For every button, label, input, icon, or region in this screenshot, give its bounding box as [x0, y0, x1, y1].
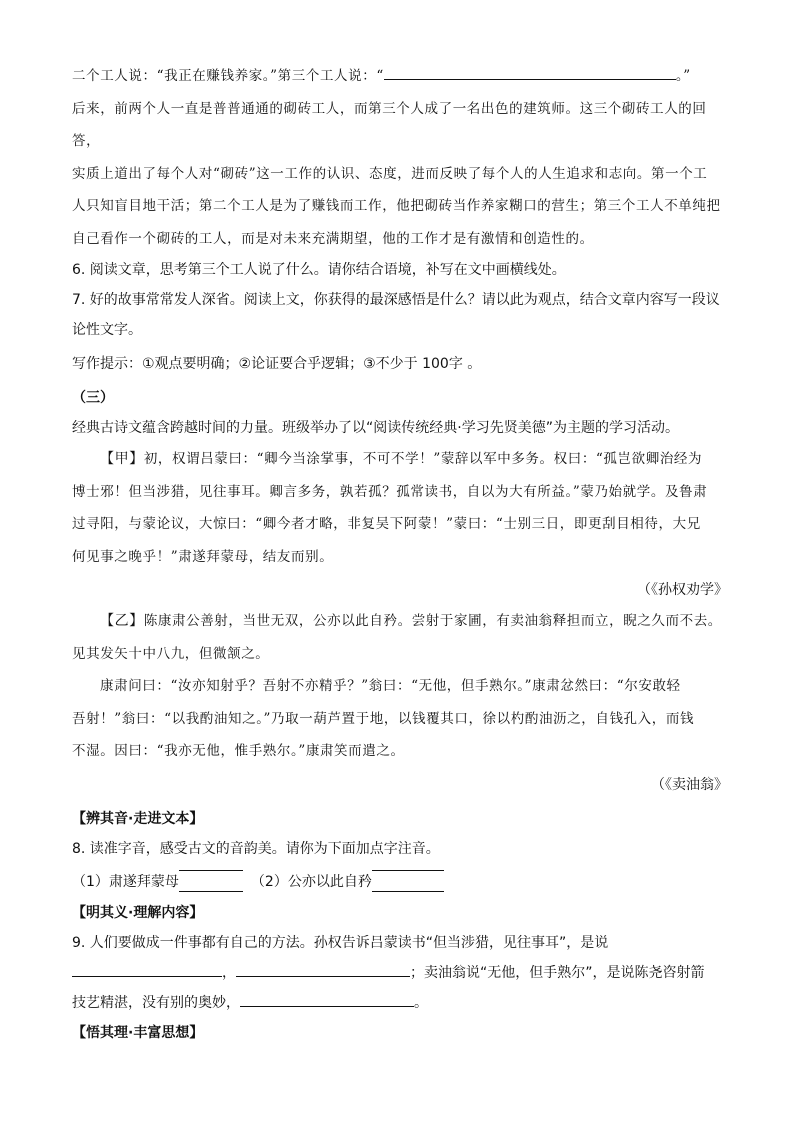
passage-line: 不湿。因曰：“我亦无他，惟手熟尔。”康肃笑而遣之。	[72, 743, 405, 759]
passage-line: 博士邪！但当涉猎，见往事耳。卿言多务，孰若孤？孤常读书，自以为大有所益。”蒙乃始就学。及鲁肃	[72, 483, 708, 500]
passage-text: 陈康肃公善射，当世无双，公亦以此自矜。尝射于家圃，有卖油翁释担而立，睨之久而不去。	[143, 613, 722, 629]
source-citation: （《孙权劝学》	[637, 582, 728, 598]
answer-blank-q9-1[interactable]	[72, 958, 222, 977]
question-8: 8. 读准字音，感受古文的音韵美。请你为下面加点字注音。	[72, 840, 440, 857]
passage-label: 【乙】	[100, 613, 144, 629]
section-subheading: 【辨其音·走进文本】	[72, 810, 204, 827]
story-text: 。”	[675, 68, 691, 84]
section-heading: （三）	[72, 390, 114, 406]
activity-intro: 经典古诗文蕴含跨越时间的力量。班级举办了以“阅读传统经典·学习先贤美德”为主题的学习活动。	[72, 420, 679, 436]
passage-label: 【甲】	[100, 451, 144, 467]
section-subheading: 【悟其理·丰富思想】	[72, 1024, 204, 1041]
answer-blank-q9-3[interactable]	[240, 988, 414, 1007]
question-7-line2: 论性文字。	[72, 322, 142, 338]
answer-blank-q9-2[interactable]	[236, 958, 410, 977]
passage-line: 见其发矢十中八九，但微颔之。	[72, 645, 270, 662]
question-9-line2	[72, 958, 728, 988]
source-citation: （《卖油翁》	[651, 776, 728, 793]
story-passage	[72, 60, 728, 255]
passage-line: 过寻阳，与蒙论议，大惊曰：“卿今者才略，非复吴下阿蒙！”蒙曰：“士别三日，即更刮目相待，大兄	[72, 516, 701, 532]
question-7-line1: 7. 好的故事常常发人深省。阅读上文，你获得的最深感悟是什么？请以此为观点，结合文章内容写一段议	[72, 292, 720, 308]
story-line: 人只知盲目地干活；第二个工人是为了赚钱而工作，他把砌砖当作养家糊口的营生；第三个工人不单纯把	[72, 198, 721, 214]
passage-line: 何见事之晚乎！”肃遂拜蒙母，结友而别。	[72, 548, 334, 565]
question-9-line3	[72, 988, 728, 1018]
q9-text: 技艺精湛，没有别的奥妙，	[72, 994, 240, 1011]
writing-tips: 写作提示：①观点要明确；②论证要合乎逻辑；③不少于 100字 。	[72, 356, 482, 372]
passage-line: 康肃问曰：“汝亦知射乎？吾射不亦精乎？”翁曰：“无他，但手熟尔。”康肃忿然曰：“尔安敢轻	[100, 678, 681, 694]
story-text: 二个工人说：“我正在赚钱养家。”第三个工人说：“	[72, 68, 384, 84]
passage-line	[72, 443, 728, 476]
story-line-1	[72, 60, 728, 93]
answer-blank-q6[interactable]	[384, 61, 676, 80]
passage-jia	[72, 443, 728, 573]
question-6: 6. 阅读文章，思考第三个工人说了什么。请你结合语境，补写在文中画横线处。	[72, 262, 566, 278]
q8-item-2: （2）公亦以此自矜	[250, 873, 372, 890]
q9-text: 。	[414, 994, 428, 1011]
question-8-items	[72, 864, 728, 898]
q9-text: ；卖油翁说“无他，但手熟尔”，是说陈尧咨射箭	[410, 964, 705, 981]
passage-line: 吾射！”翁曰：“以我酌油知之。”乃取一葫芦置于地，以钱覆其口，徐以杓酌油沥之，自钱孔入，而钱	[72, 710, 695, 727]
passage-yi	[72, 605, 728, 768]
passage-text: 初，权谓吕蒙曰：“卿今当涂掌事，不可不学！”蒙辞以军中多务。权曰：“孤岂欲卿治经为	[143, 451, 703, 467]
story-line: 后来，前两个人一直是普普通通的砌砖工人，而第三个人成了一名出色的建筑师。这三个砌砖工人的回答，	[72, 100, 707, 149]
section-subheading: 【明其义·理解内容】	[72, 904, 204, 921]
story-line: 实质上道出了每个人对“砌砖”这一工作的认识、态度，进而反映了每个人的人生追求和志向。第一个工	[72, 165, 708, 182]
q8-item-1: （1）肃遂拜蒙母	[72, 873, 179, 890]
document-page	[72, 60, 728, 1048]
question-9-line1: 9. 人们要做成一件事都有自己的方法。孙权告诉吕蒙读书“但当涉猎，见往事耳”，是说	[72, 934, 609, 951]
q9-text: ，	[222, 964, 236, 981]
passage-line	[72, 605, 728, 638]
pinyin-blank-2[interactable]	[372, 870, 444, 892]
pinyin-blank-1[interactable]	[179, 870, 243, 892]
story-line: 自己看作一个砌砖的工人，而是对未来充满期望，他的工作才是有激情和创造性的。	[72, 230, 594, 247]
